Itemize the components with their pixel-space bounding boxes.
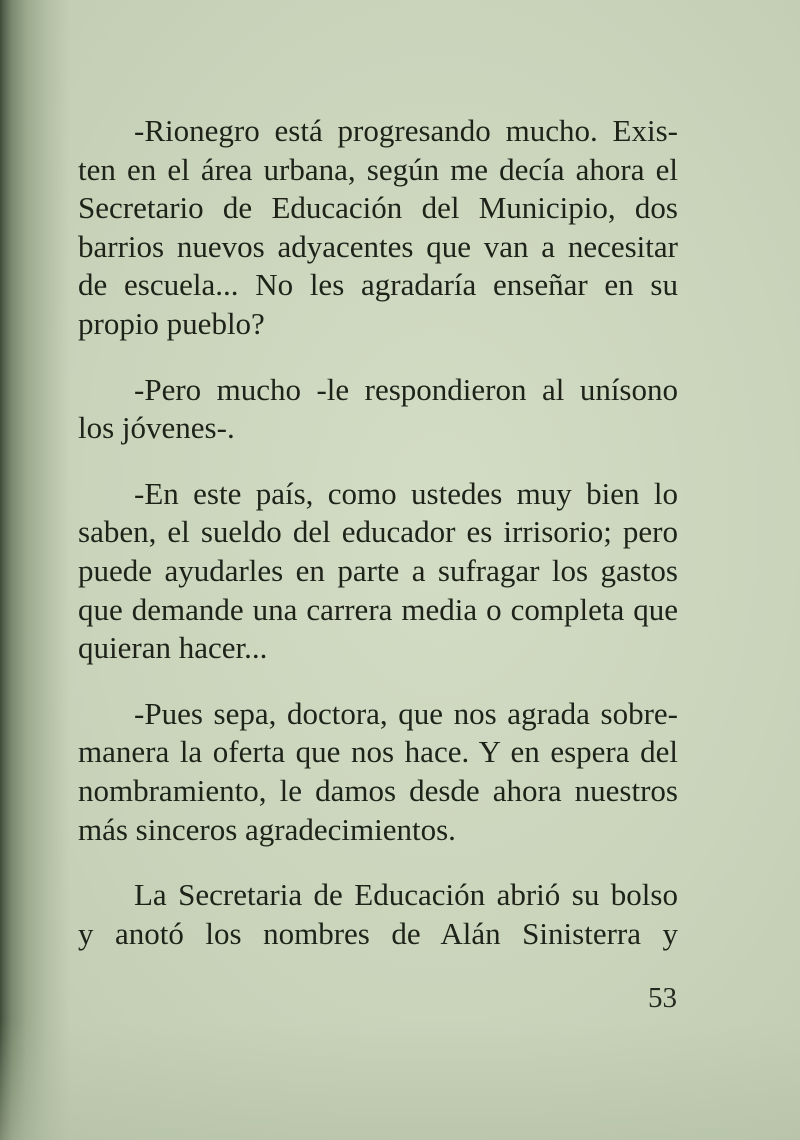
text-line: quieran hacer...	[78, 630, 268, 666]
text-line: y anotó los nombres de Alán Sinisterra y	[78, 915, 678, 951]
binding-shadow	[0, 0, 70, 1140]
text-line: -Pues sepa, doctora, que nos agrada sobre-	[134, 695, 678, 731]
paragraph-5	[78, 876, 678, 953]
text-line: que demande una carrera media o completa que	[78, 591, 678, 627]
text-line: más sinceros agradecimientos.	[78, 811, 456, 847]
page-number: 53	[648, 982, 677, 1014]
paragraph-4	[78, 695, 678, 849]
text-line: La Secretaria de Educación abrió su bolso	[134, 877, 678, 913]
text-line: -En este país, como ustedes muy bien lo	[134, 475, 678, 511]
text-line: -Pero mucho -le respondieron al unísono	[134, 371, 678, 407]
text-line: los jóvenes-.	[78, 410, 235, 446]
text-line: saben, el sueldo del educador es irrisorio; pero	[78, 514, 678, 550]
page-shade	[0, 1020, 800, 1140]
paragraph-2	[78, 371, 678, 448]
body-text	[78, 112, 678, 980]
paragraph-1	[78, 112, 678, 344]
text-line: de escuela... No les agradaría enseñar en su	[78, 267, 678, 303]
text-line: barrios nuevos adyacentes que van a necesitar	[78, 228, 678, 264]
text-line: nombramiento, le damos desde ahora nuestros	[78, 772, 678, 808]
paragraph-3	[78, 475, 678, 668]
text-line: Secretario de Educación del Municipio, dos	[78, 190, 678, 226]
text-line: -Rionegro está progresando mucho. Exis-	[134, 113, 678, 148]
text-line: manera la oferta que nos hace. Y en espera del	[78, 734, 678, 770]
text-line: puede ayudarles en parte a sufragar los gastos	[78, 552, 678, 588]
text-line: ten en el área urbana, según me decía ahora el	[78, 151, 678, 187]
text-line: propio pueblo?	[78, 305, 265, 341]
